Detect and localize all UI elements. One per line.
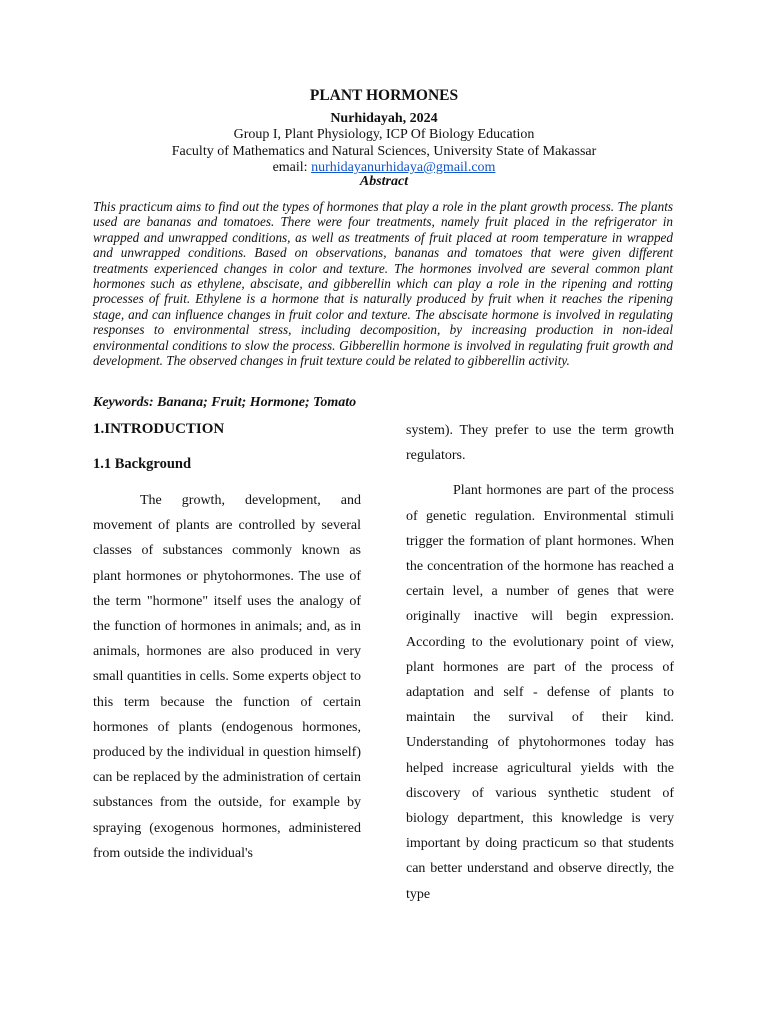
paper-title: PLANT HORMONES	[309, 87, 459, 104]
keywords: Keywords: Banana; Fruit; Hormone; Tomato	[93, 395, 357, 410]
affiliation-line-1: Group I, Plant Physiology, ICP Of Biology Education	[233, 127, 535, 142]
email-link[interactable]: nurhidayanurhidaya@gmail.com	[311, 160, 496, 175]
author-line: Nurhidayah, 2024	[330, 111, 438, 126]
continuation-paragraph: system). They prefer to use the term growth regulators.	[406, 423, 674, 464]
abstract-heading: Abstract	[359, 174, 409, 189]
subsection-heading: 1.1 Background	[93, 456, 192, 472]
abstract-text: This practicum aims to find out the types of hormones that play a role in the plant growth process. The plants used are bananas and tomatoes. There were four treatments, namely fruit placed in the refrigerator in wrapped and unwrapped conditions, as well as treatments of fruit placed at room temperature in wrapped and unwrapped conditions. Based on observations, bananas and tomatoes that were given different treatments experienced changes in color and texture. The hormones involved are several common plant hormones such as ethylene, abscisate, and gibberellin which can play a role in the ripening and rotting processes of fruit. Ethylene is a hormone that is naturally produced by fruit when it reaches the ripening stage, and can influence changes in fruit color and texture. The abscisate hormone is involved in regulating responses to environmental stress, including decomposition, by increasing production in non-ideal environmental conditions to slow the process. Gibberellin hormone is involved in regulating fruit growth and development. The observed changes in fruit texture could be related to gibberellin activity.	[93, 199, 673, 369]
affiliation	[93, 127, 675, 177]
section-heading: 1.INTRODUCTION	[93, 421, 225, 437]
affiliation-line-2: Faculty of Mathematics and Natural Sciences, University State of Makassar	[171, 143, 597, 159]
email-label: email:	[272, 160, 312, 175]
hormones-paragraph: Plant hormones are part of the process of genetic regulation. Environmental stimuli trigger the formation of plant hormones. When the concentration of the hormone has reached a certain level, a number of genes that were originally inactive will begin expression. According to the evolutionary point of view, plant hormones are part of the process of adaptation and self - defense of plants to maintain the survival of their kind. Understanding of phytohormones today has helped increase agricultural yields with the discovery of various synthetic student of biology department, this knowledge is very important by doing practicum so that students can better understand and observe directly, the type	[406, 483, 674, 902]
right-column	[406, 418, 674, 907]
background-paragraph: The growth, development, and movement of plants are controlled by several classes of substances commonly known as plant hormones or phytohormones. The use of the term "hormone" itself uses the analogy of the function of hormones in animals; and, as in animals, hormones are also produced in very small quantities in cells. Some experts object to this term because the function of certain hormones of plants (endogenous hormones, produced by the individual in question himself) can be replaced by the administration of certain substances from the outside, for example by spraying (exogenous hormones, administered from outside the individual's	[93, 493, 361, 861]
left-column	[93, 418, 361, 866]
